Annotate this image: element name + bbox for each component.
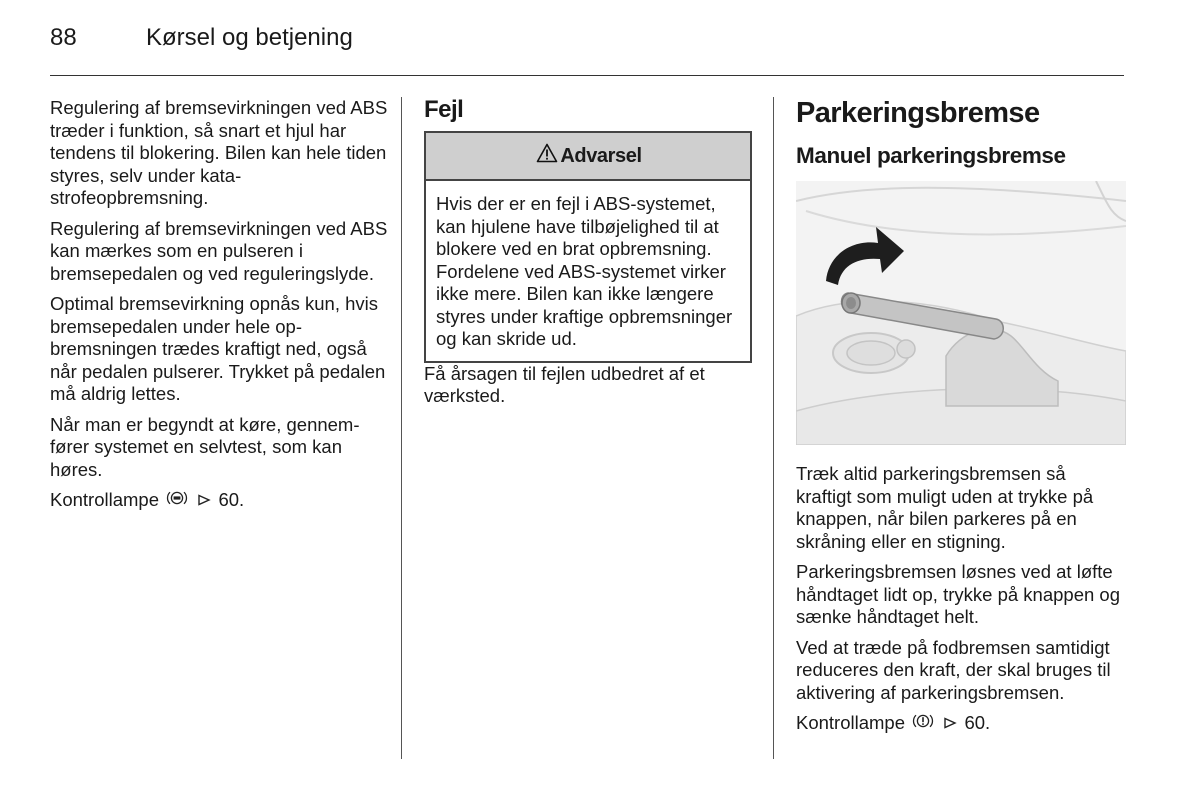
column-2: [424, 97, 752, 416]
warning-triangle-icon: [536, 143, 558, 169]
control-lamp-reference: 60.: [218, 489, 245, 510]
section-title-fault: Fejl: [424, 96, 464, 123]
column-1: [50, 97, 390, 521]
warning-box: [424, 131, 752, 363]
heading-parking-brake: Parkeringsbremse: [796, 97, 1040, 129]
column-divider-2: [773, 97, 774, 759]
paragraph-abs-2: Regulering af bremsevirkningen ved ABS kan mærkes som en pulseren i bremsepedalen og ved reguleringslyde.: [50, 217, 388, 284]
subheading-manual-parking-brake: Manuel parkeringsbremse: [796, 143, 1066, 168]
page-reference-arrow-icon: [197, 490, 211, 513]
warning-header: [426, 133, 750, 181]
warning-title: Advarsel: [560, 144, 642, 167]
warning-text: Hvis der er en fejl i ABS-systemet, kan hjulene have tilbøjelighed til at blokere ved en brat opbremsning. Fordelene ved ABS-systemet virker ikke mere. Bilen kan ikke længere styres under kraftige opbremsninger og kan skride ud.: [436, 193, 733, 349]
page-number: 88: [50, 24, 77, 51]
control-lamp-line-parking: [796, 712, 1126, 736]
chapter-title: Kørsel og betjening: [146, 24, 353, 51]
header-divider: [50, 75, 1124, 76]
abs-warning-icon: [166, 489, 188, 513]
control-lamp-label: Kontrollampe: [50, 489, 160, 510]
parking-brake-illustration: [796, 181, 1126, 445]
paragraph-parking-3: Ved at træde på fodbremsen samtidigt reduceres den kraft, der skal bruges til aktivering af parkeringsbremsen.: [796, 636, 1111, 703]
control-lamp-reference: 60.: [964, 712, 991, 733]
page-reference-arrow-icon: [943, 713, 957, 736]
paragraph-parking-1: Træk altid parkeringsbremsen så kraftigt som muligt uden at trykke på knappen, når bilen parkeres på en skråning eller en stigning.: [796, 463, 1094, 552]
column-divider-1: [401, 97, 402, 759]
paragraph-abs-1: Regulering af bremsevirkningen ved ABS træder i funktion, så snart et hjul har tendens til blokering. Bilen kan hele tiden styres, selv under katastrofeopbremsning.: [50, 97, 388, 208]
paragraph-parking-2: Parkeringsbremsen løsnes ved at løfte håndtaget lidt op, trykke på knappen og sænke håndtaget helt.: [796, 561, 1120, 627]
control-lamp-label: Kontrollampe: [796, 712, 906, 733]
paragraph-fault-repair: Få årsagen til fejlen udbedret af et værksted.: [424, 362, 705, 406]
paragraph-abs-3: Optimal bremsevirkning opnås kun, hvis bremsepedalen under hele opbremsningen trædes kraftigt ned, også når pedalen pulserer. Trykket på pedalen må aldrig lettes.: [50, 293, 386, 404]
column-3: [796, 97, 1126, 744]
paragraph-abs-4: Når man er begyndt at køre, gennemfører systemet en selvtest, som kan høres.: [50, 413, 360, 480]
control-lamp-line-abs: [50, 489, 390, 513]
page-header: [50, 24, 353, 52]
parking-brake-warning-icon: [912, 712, 934, 736]
